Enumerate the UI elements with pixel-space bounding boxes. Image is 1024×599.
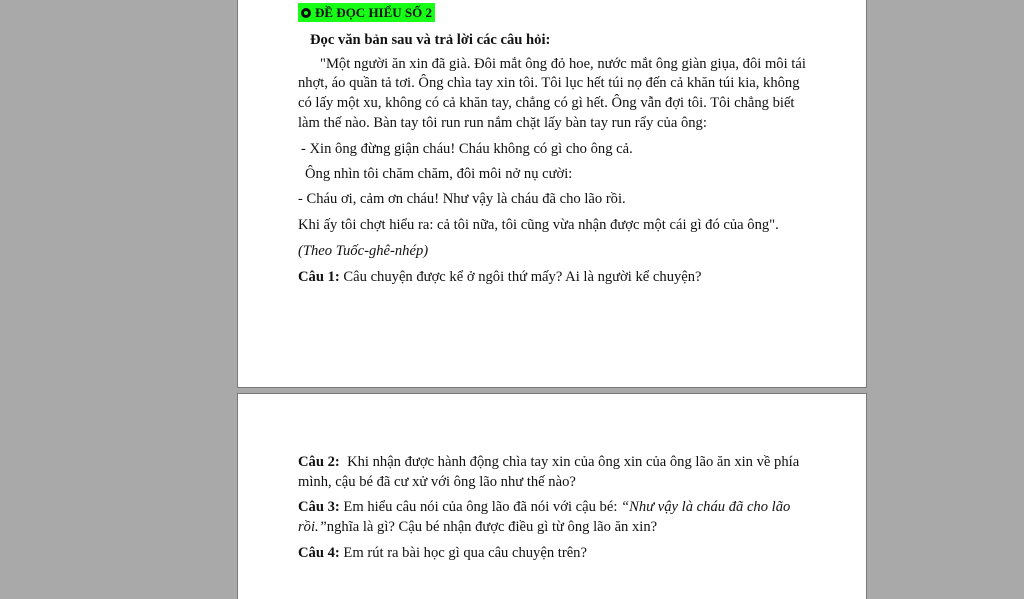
question-2-text-1: Khi nhận được hành động chìa tay xin của ông xin của ông lão ăn xin về phía xyxy=(339,454,800,470)
narration-line-2: Khi ấy tôi chợt hiểu ra: cả tôi nữa, tôi cũng vừa nhận được một cái gì đó của ông". xyxy=(298,217,779,233)
question-3-quote-1: “Như vậy là cháu đã cho lão xyxy=(621,499,791,515)
question-1-label: Câu 1: xyxy=(298,269,340,285)
question-4 xyxy=(298,545,587,562)
document-page-1 xyxy=(237,0,867,388)
question-3-quote-2: rồi.” xyxy=(298,519,327,535)
section-heading xyxy=(298,3,435,22)
passage-line-4: làm thế nào. Bàn tay tôi run run nắm chặt lấy bàn tay run rẩy của ông: xyxy=(298,115,707,131)
dialogue-line-2: - Cháu ơi, cảm ơn cháu! Như vậy là cháu đã cho lão rồi. xyxy=(298,191,626,207)
passage-line-3: có lấy một xu, không có cả khăn tay, chẳng có gì hết. Ông vẫn đợi tôi. Tôi chẳng biết xyxy=(298,95,795,111)
question-3-label: Câu 3: xyxy=(298,499,340,515)
recycle-bullet-icon xyxy=(301,8,311,18)
passage-line-1: "Một người ăn xin đã già. Đôi mắt ông đỏ hoe, nước mắt ông giàn giụa, đôi môi tái xyxy=(320,56,806,72)
question-4-text: Em rút ra bài học gì qua câu chuyện trên? xyxy=(339,545,587,561)
question-3-text-2: nghĩa là gì? Cậu bé nhận được điều gì từ ông lão ăn xin? xyxy=(326,519,658,535)
question-2-label: Câu 2: xyxy=(298,454,340,470)
question-4-label: Câu 4: xyxy=(298,545,340,561)
narration-line-1: Ông nhìn tôi chăm chăm, đôi môi nở nụ cười: xyxy=(305,166,573,182)
question-3-line-1 xyxy=(298,499,790,516)
question-3-line-2 xyxy=(298,519,657,536)
question-3-text-1: Em hiểu câu nói của ông lão đã nói với cậu bé: xyxy=(339,499,622,515)
instruction-text: Đọc văn bản sau và trả lời các câu hỏi: xyxy=(310,32,551,48)
passage-line-2: nhợt, áo quần tả tơi. Ông chìa tay xin tôi. Tôi lục hết túi nọ đến cả khăn túi kia, không xyxy=(298,75,800,91)
question-1-text: Câu chuyện được kể ở ngôi thứ mấy? Ai là người kể chuyện? xyxy=(339,269,702,285)
question-2-line-2: mình, cậu bé đã cư xử với ông lão như thế nào? xyxy=(298,474,576,490)
dialogue-line-1: - Xin ông đừng giận cháu! Cháu không có gì cho ông cả. xyxy=(301,141,633,157)
question-1 xyxy=(298,269,702,286)
question-2-line-1 xyxy=(298,454,799,471)
source-citation: (Theo Tuốc-ghê-nhép) xyxy=(298,243,429,259)
heading-text: ĐỀ ĐỌC HIỂU SỐ 2 xyxy=(315,5,433,20)
document-page-2 xyxy=(237,393,867,599)
